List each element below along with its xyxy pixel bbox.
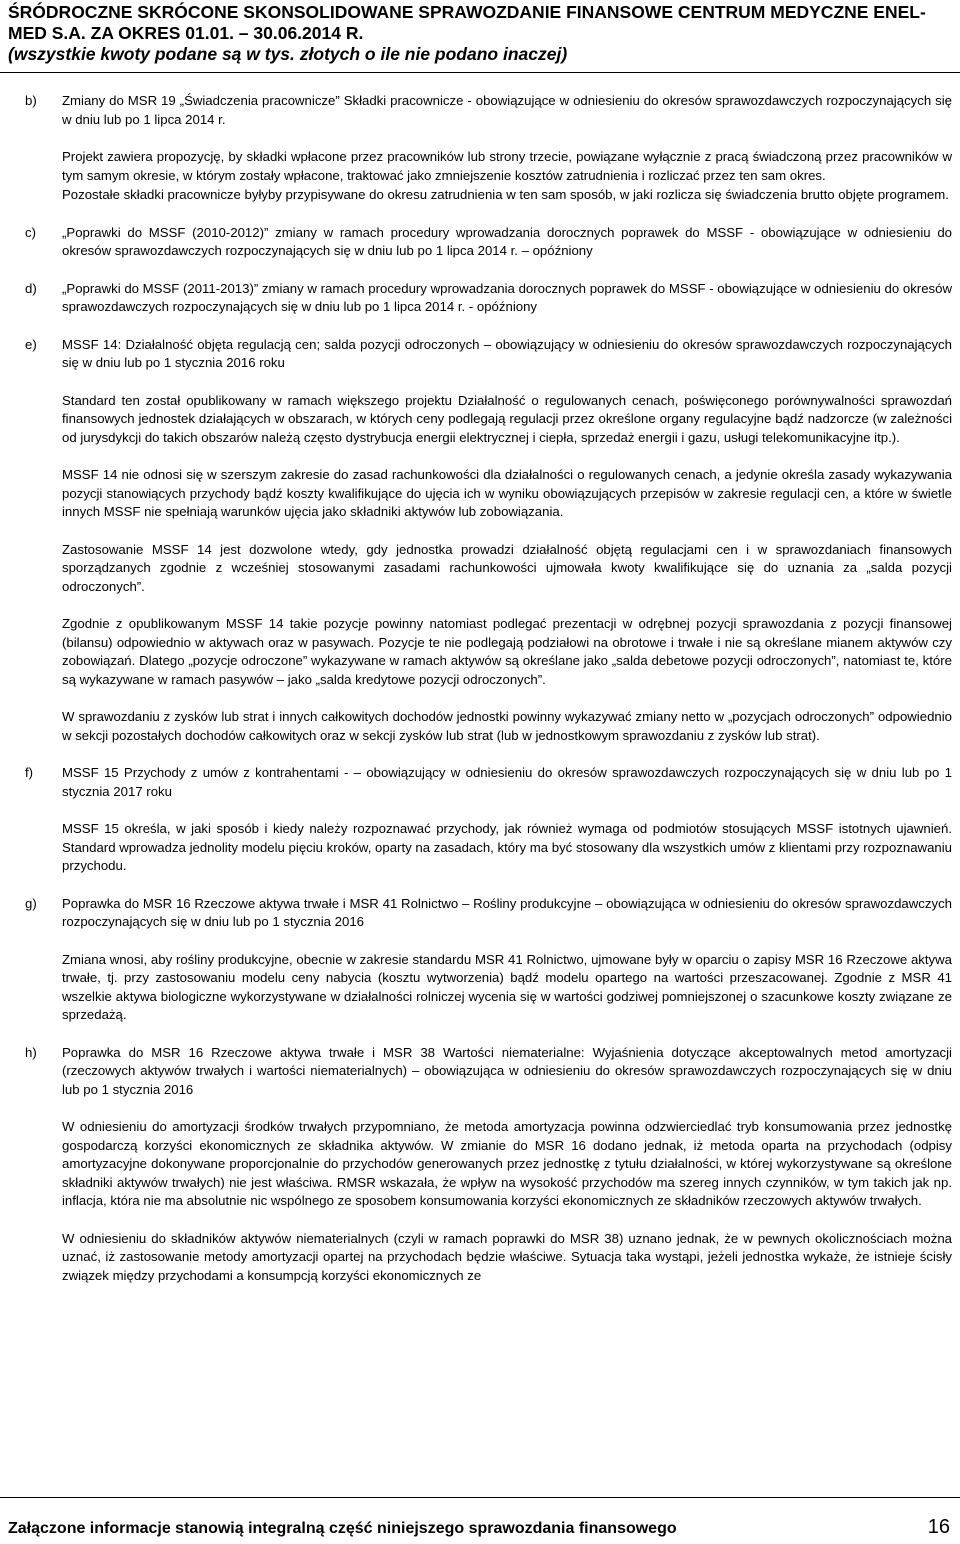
list-marker: g): [25, 895, 37, 911]
paragraph: Projekt zawiera propozycję, by składki wpłacone przez pracowników lub strony trzecie, powiązane wyłącznie z pracą świadczoną przez pracowników w tym samym okresie, w którym zostały wpłacone, traktować jako zmniejszenie kosztów zatrudnienia i rozliczać przez ten sam okres.: [62, 149, 952, 183]
list-item-h: [0, 1044, 960, 1100]
list-item-d: [0, 280, 960, 317]
list-item-text: MSSF 14: Działalność objęta regulacją cen; salda pozycji odroczonych – obowiązujący w odniesieniu do okresów sprawozdawczych rozpoczynających się w dniu lub po 1 stycznia 2016 roku: [62, 336, 952, 370]
paragraph: Zmiana wnosi, aby rośliny produkcyjne, obecnie w zakresie standardu MSR 41 Rolnictwo, ujmowane były w oparciu o zapisy MSR 16 Rzeczowe aktywa trwałe, tj. przy zastosowaniu modelu ceny nabycia (kosztu wytworzenia) bądź modelu opartego na wartości przeszacowanej. Zgodnie z MSR 41 wszelkie aktywa biologiczne wykorzystywane w działalności rolniczej wycenia się w wartości godziwej pomniejszonej o szacunkowe koszty związane ze sprzedażą.: [62, 951, 952, 1022]
list-marker: c): [25, 224, 36, 240]
header-divider: [0, 72, 960, 73]
paragraph: MSSF 14 nie odnosi się w szerszym zakresie do zasad rachunkowości dla działalności o regulowanych cenach, a jedynie określa zasady wykazywania pozycji stanowiących przychody bądź koszty kwalifikujące do ujęcia ich w wyniku obowiązujących przepisów w zakresie regulacji cen, a które w świetle innych MSSF nie spełniają warunków ujęcia jako składniki aktywów lub zobowiązania.: [62, 467, 952, 519]
list-item-c: [0, 224, 960, 261]
list-item-f: [0, 764, 960, 801]
list-item-text: MSSF 15 Przychody z umów z kontrahentami - – obowiązujący w odniesieniu do okresów sprawozdawczych rozpoczynających się w dniu lub po 1 stycznia 2017 roku: [62, 765, 952, 799]
footer-note: Załączone informacje stanowią integralną część niniejszego sprawozdania finansowego: [8, 1520, 677, 1537]
list-marker: e): [25, 336, 37, 352]
list-marker: f): [25, 765, 34, 780]
list-marker: b): [25, 93, 37, 108]
paragraph: MSSF 15 określa, w jaki sposób i kiedy należy rozpoznawać przychody, jak również wymaga od podmiotów stosujących MSSF istotnych ujawnień. Standard wprowadza jednolity modelu pięciu kroków, oparty na zasadach, który ma być stosowany dla wszystkich umów z klientami przy rozpoznawaniu przychodu.: [62, 821, 952, 873]
header-title-line-1: ŚRÓDROCZNE SKRÓCONE SKONSOLIDOWANE SPRAWOZDANIE FINANSOWE CENTRUM MEDYCZNE ENEL-: [8, 2, 926, 22]
list-item-b: [0, 92, 960, 129]
paragraph: Zastosowanie MSSF 14 jest dozwolone wtedy, gdy jednostka prowadzi działalność objętą regulacjami cen i w sprawozdaniach finansowych sporządzanych zgodnie z wcześniej stosowanymi zasadami rachunkowości ujmowała kwoty kwalifikujące się do uznania za „salda pozycji odroczonych”.: [62, 541, 952, 594]
list-item-text: „Poprawki do MSSF (2010-2012)” zmiany w ramach procedury wprowadzania dorocznych poprawek do MSSF - obowiązujące w odniesieniu do okresów sprawozdawczych rozpoczynających się w dniu lub po 1 lipca 2014 r. – opóźniony: [62, 224, 952, 258]
document-body: [0, 92, 960, 1304]
header-title-line-2: MED S.A. ZA OKRES 01.01. – 30.06.2014 R.: [8, 23, 364, 43]
paragraph: W odniesieniu do składników aktywów niematerialnych (czyli w ramach poprawki do MSR 38) uznano jednak, że w pewnych okolicznościach można uznać, iż zastosowanie metody amortyzacji opartej na przychodach będzie właściwe. Sytuacja taka wystąpi, jeżeli jednostka wykaże, że istnieje ścisły związek między przychodami a konsumpcją korzyści ekonomicznych ze: [62, 1230, 952, 1283]
list-item-text: Zmiany do MSR 19 „Świadczenia pracownicze” Składki pracownicze - obowiązujące w odniesieniu do okresów sprawozdawczych rozpoczynających się w dniu lub po 1 lipca 2014 r.: [62, 93, 952, 127]
list-marker: h): [25, 1044, 37, 1060]
paragraph: Zgodnie z opublikowanym MSSF 14 takie pozycje powinny natomiast podlegać prezentacji w odrębnej pozycji sprawozdania z pozycji finansowej (bilansu) odpowiednio w aktywach oraz w pasywach. Pozycje te nie podlegają podziałowi na obrotowe i trwałe i nie są określane mianem aktywów czy zobowiązań. Dlatego „pozycje odroczone” wykazywane w ramach aktywów są określane jako „salda debetowe pozycji odroczonych”, natomiast te, które są wykazywane w ramach pasywów – jako „salda kredytowe pozycji odroczonych”.: [62, 616, 952, 687]
list-item-e: [0, 336, 960, 373]
page-number: 16: [927, 1516, 950, 1538]
footer-divider: [0, 1497, 960, 1498]
paragraph: Standard ten został opublikowany w ramach większego projektu Działalność o regulowanych cenach, poświęconego porównywalności sprawozdań finansowych jednostek działających w obszarach, w których ceny podlegają regulacji przez określone organy regulacyjne bądź nadzorcze (w zależności od jurysdykcji do takich obszarów należą często dystrybucja energii elektrycznej i ciepła, sprzedaż energii i gazu, usługi telekomunikacyjne itp.).: [62, 392, 952, 445]
list-item-text: „Poprawki do MSSF (2011-2013)” zmiany w ramach procedury wprowadzania dorocznych poprawek do MSSF - obowiązujące w odniesieniu do okresów sprawozdawczych rozpoczynających się w dniu lub po 1 lipca 2014 r. - opóźniony: [62, 280, 952, 314]
list-marker: d): [25, 280, 37, 296]
header-subtitle: (wszystkie kwoty podane są w tys. złotych o ile nie podano inaczej): [8, 44, 568, 64]
list-item-text: Poprawka do MSR 16 Rzeczowe aktywa trwałe i MSR 41 Rolnictwo – Rośliny produkcyjne – obowiązująca w odniesieniu do okresów sprawozdawczych rozpoczynających się w dniu lub po 1 stycznia 2016: [62, 895, 952, 929]
document-header: [8, 2, 958, 65]
list-item-g: [0, 895, 960, 932]
paragraph: Pozostałe składki pracownicze byłyby przypisywane do okresu zatrudnienia w ten sam sposób, w jaki rozlicza się świadczenia brutto objęte programem.: [62, 187, 949, 202]
list-item-text: Poprawka do MSR 16 Rzeczowe aktywa trwałe i MSR 38 Wartości niematerialne: Wyjaśnienia dotyczące akceptowalnych metod amortyzacji (rzeczowych aktywów trwałych i wartości niematerialnych) – obowiązująca w odniesieniu do okresów sprawozdawczych rozpoczynających się w dniu lub po 1 stycznia 2016: [62, 1044, 952, 1097]
paragraph: W odniesieniu do amortyzacji środków trwałych przypomniano, że metoda amortyzacja powinna odzwierciedlać tryb konsumowania przez jednostkę gospodarczą korzyści ekonomicznych ze składnika aktywów. W zmianie do MSR 16 dodano jednak, iż metoda oparta na przychodach (odpisy amortyzacyjne dokonywane proporcjonalnie do przychodów generowanych przez jednostkę z tytułu działalności, w której wykorzystywane są określone składniki aktywów trwałych) nie jest właściwa. RMSR wskazała, że wpływ na wysokość przychodów ma szereg innych czynników, w tym takich jak np. inflacja, która nie ma absolutnie nic wspólnego ze sposobem konsumowania korzyści ekonomicznych ze składników rzeczowych aktywów trwałych.: [62, 1119, 952, 1208]
paragraph: W sprawozdaniu z zysków lub strat i innych całkowitych dochodów jednostki powinny wykazywać zmiany netto w „pozycjach odroczonych” odpowiednio w sekcji pozostałych dochodów całkowitych oraz w sekcji zysków lub strat (lub w jednostkowym sprawozdaniu z zysków lub strat).: [62, 709, 952, 743]
